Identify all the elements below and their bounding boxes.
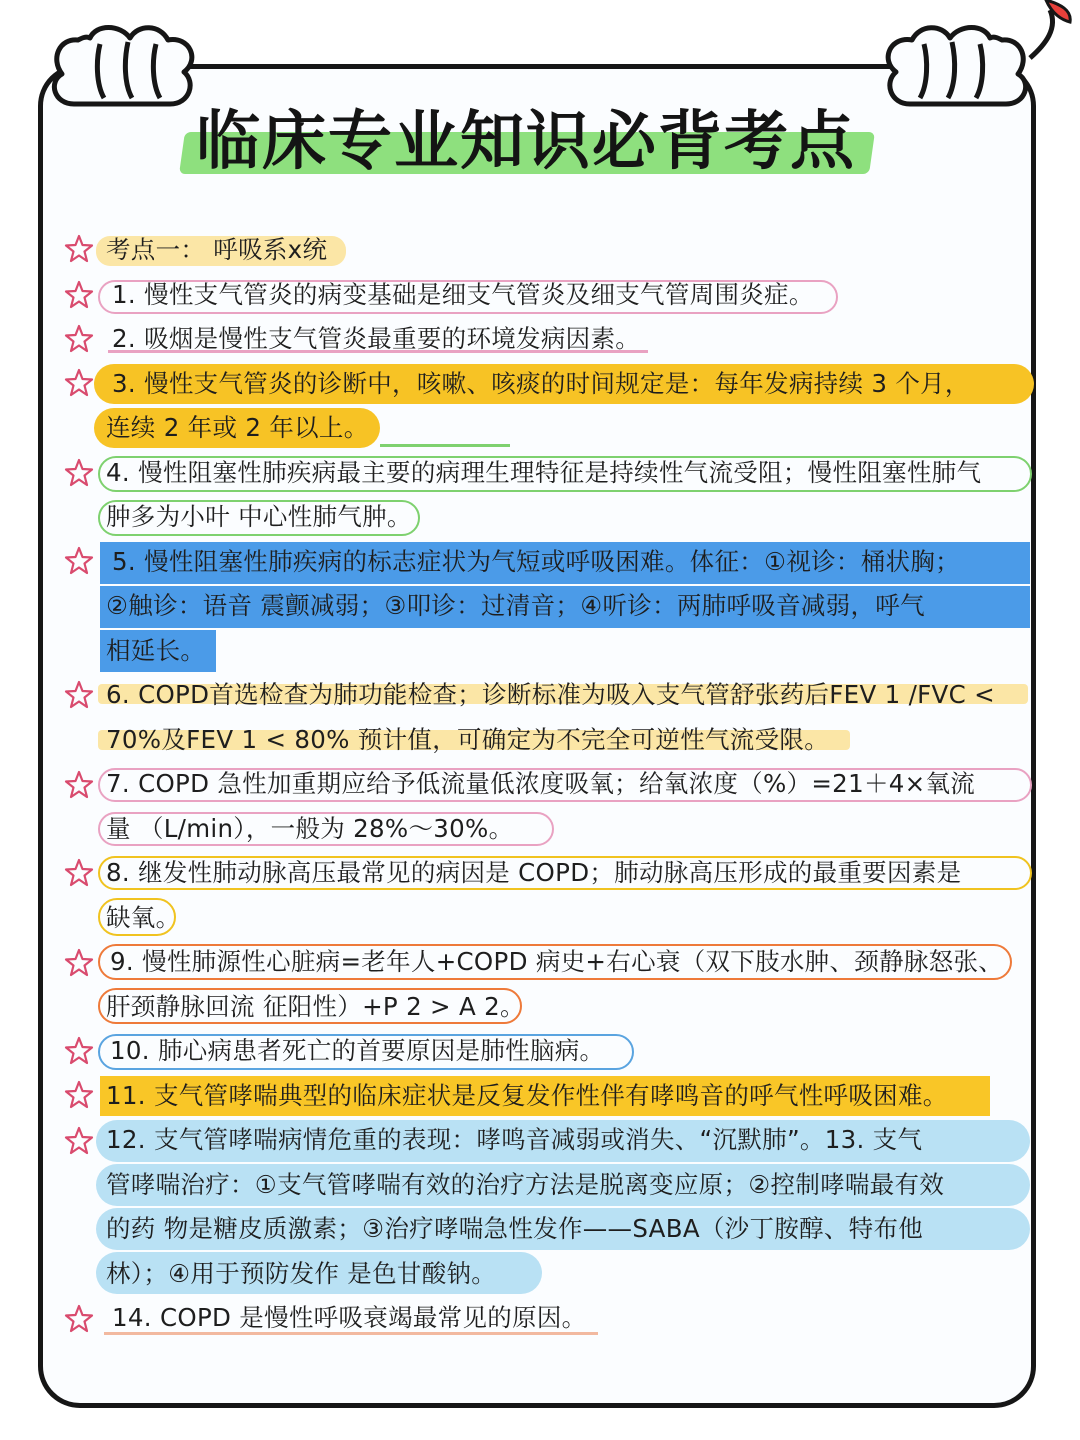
list-item-continuation: ②触诊：语音 震颤减弱；③叩诊：过清音；④听诊：两肺呼吸音减弱，呼气 (106, 591, 925, 620)
list-item-continuation: 相延长。 (106, 636, 206, 665)
star-outline-icon (64, 770, 94, 800)
star-outline-icon (64, 1036, 94, 1066)
star-outline-icon (64, 280, 94, 310)
star-outline-icon (64, 1304, 94, 1334)
list-item: 12. 支气管哮喘病情危重的表现：哮鸣音减弱或消失、“沉默肺”。13. 支气 (106, 1125, 923, 1154)
list-item-continuation: 管哮喘治疗：①支气管哮喘有效的治疗方法是脱离变应原；②控制哮喘最有效 (106, 1170, 945, 1199)
list-item-continuation: 量 （L/min），一般为 28%～30%。 (106, 814, 514, 843)
list-item: 5. 慢性阻塞性肺疾病的标志症状为气短或呼吸困难。体征：①视诊：桶状胸； (112, 547, 960, 576)
star-outline-icon (64, 234, 94, 264)
list-item: 2. 吸烟是慢性支气管炎最重要的环境发病因素。 (112, 324, 641, 353)
list-item-continuation: 70%及FEV 1 < 80% 预计值，可确定为不完全可逆性气流受限。 (106, 725, 830, 754)
list-item: 11. 支气管哮喘典型的临床症状是反复发作性伴有哮鸣音的呼气性呼吸困难。 (106, 1081, 948, 1110)
list-item-continuation: 肝颈静脉回流 征阳性）+P 2 > A 2。 (106, 992, 525, 1021)
star-outline-icon (64, 680, 94, 710)
star-outline-icon (64, 858, 94, 888)
item-3-green-mark (380, 444, 510, 447)
list-item-continuation: 肿多为小叶 中心性肺气肿。 (106, 502, 412, 531)
list-item-continuation: 连续 2 年或 2 年以上。 (106, 413, 369, 442)
list-item: 10. 肺心病患者死亡的首要原因是肺性脑病。 (110, 1036, 605, 1065)
list-item: 3. 慢性支气管炎的诊断中，咳嗽、咳痰的时间规定是：每年发病持续 3 个月， (112, 369, 970, 398)
list-item-continuation: 缺氧。 (106, 903, 181, 932)
star-outline-icon (64, 948, 94, 978)
page-title: 临床专业知识必背考点 (196, 105, 856, 179)
list-item: 14. COPD 是慢性呼吸衰竭最常见的原因。 (112, 1303, 587, 1332)
star-outline-icon (64, 324, 94, 354)
list-item: 8. 继发性肺动脉高压最常见的病因是 COPD；肺动脉高压形成的最重要因素是 (106, 858, 962, 887)
list-item-continuation: 林）；④用于预防发作 是色甘酸钠。 (106, 1259, 497, 1288)
list-item-continuation: 的药 物是糖皮质激素；③治疗哮喘急性发作——SABA（沙丁胺醇、特布他 (106, 1214, 924, 1243)
list-item: 6. COPD首选检查为肺功能检查；诊断标准为吸入支气管舒张药后FEV 1 /FVC < (106, 680, 995, 709)
list-item: 7. COPD 急性加重期应给予低流量低浓度吸氧；给氧浓度（%）=21＋4×氧流 (106, 769, 976, 798)
star-outline-icon (64, 458, 94, 488)
star-outline-icon (64, 1080, 94, 1110)
star-outline-icon (64, 368, 94, 398)
list-item: 4. 慢性阻塞性肺疾病最主要的病理生理特征是持续性气流受阻；慢性阻塞性肺气 (106, 458, 982, 487)
section-heading: 考点一： 呼吸系x统 (106, 235, 328, 264)
star-outline-icon (64, 1126, 94, 1156)
star-outline-icon (64, 546, 94, 576)
page-title-block (176, 92, 876, 192)
list-item: 9. 慢性肺源性心脏病=老年人+COPD 病史+右心衰（双下肢水肿、颈静脉怒张、 (110, 947, 1004, 976)
list-item: 1. 慢性支气管炎的病变基础是细支气管炎及细支气管周围炎症。 (112, 280, 814, 309)
